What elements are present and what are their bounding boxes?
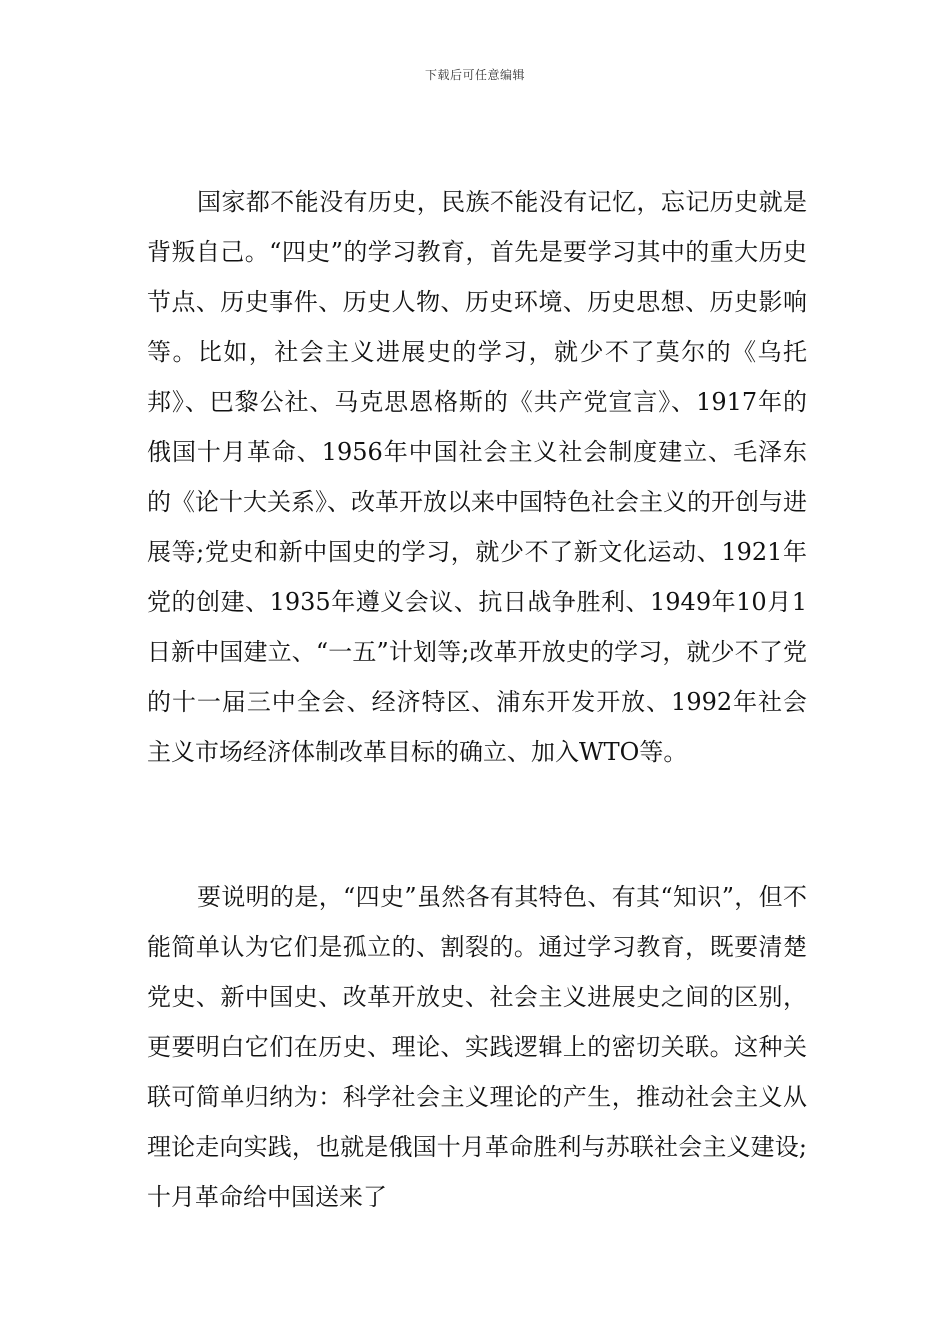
body-paragraph-1 <box>147 177 807 777</box>
paragraph-text: 国家都不能没有历史，民族不能没有记忆，忘记历史就是背叛自己。“四史”的学习教育，首先是要学习其中的重大历史节点、历史事件、历史人物、历史环境、历史思想、历史影响等。比如，社会主义进展史的学习，就少不了莫尔的《乌托邦》、巴黎公社、马克思恩格斯的《共产党宣言》、1917年的俄国十月革命、1956年中国社会主义社会制度建立、毛泽东的《论十大关系》、改革开放以来中国特色社会主义的开创与进展等;党史和新中国史的学习，就少不了新文化运动、1921年党的创建、1935年遵义会议、抗日战争胜利、1949年10月1日新中国建立、“一五”计划等;改革开放史的学习，就少不了党的十一届三中全会、经济特区、浦东开发开放、1992年社会主义市场经济体制改革目标的确立、加入WTO等。 <box>147 188 807 766</box>
paragraph-text: 要说明的是，“四史”虽然各有其特色、有其“知识”，但不能简单认为它们是孤立的、割裂的。通过学习教育，既要清楚党史、新中国史、改革开放史、社会主义进展史之间的区别，更要明白它们在历史、理论、实践逻辑上的密切关联。这种关联可简单归纳为：科学社会主义理论的产生，推动社会主义从理论走向实践，也就是俄国十月革命胜利与苏联社会主义建设;十月革命给中国送来了 <box>147 883 807 1211</box>
page-header: 下载后可任意编辑 <box>424 68 525 82</box>
body-paragraph-2 <box>147 872 807 1222</box>
